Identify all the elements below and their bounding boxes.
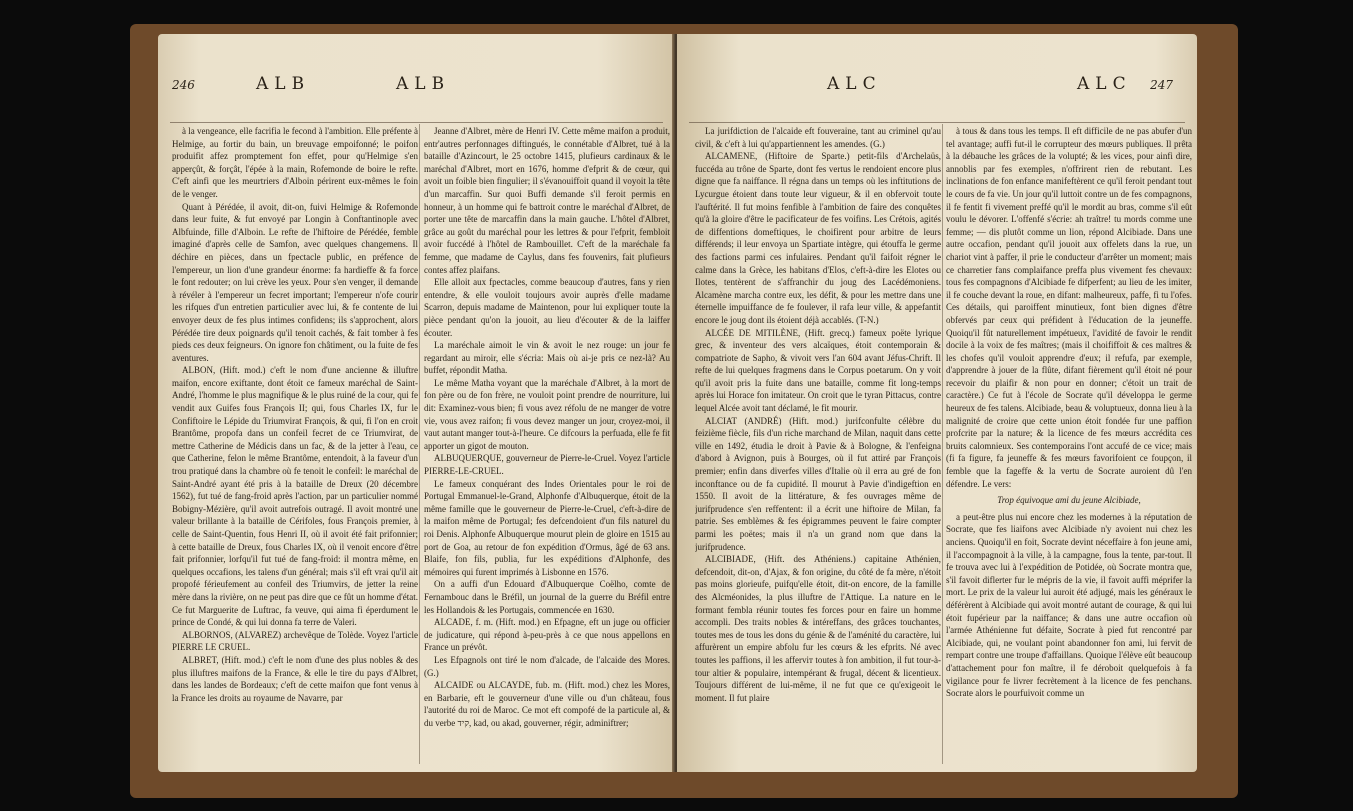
paragraph: ALCAIDE ou ALCAYDE, fub. m. (Hift. mod.) chez les Mores, en Barbarie, eft le gouverneur d'une ville ou d'un château, fous l'autorité du roi de Maroc. Ce mot eft compofé de la particule al, & du verbe קיד, kad, ou akad, gouverner, régir, adminiftrer; <box>424 680 670 728</box>
paragraph: Le fameux conquérant des Indes Orientales pour le roi de Portugal Emmanuel-le-Grand, Alphonfe d'Albuquerque, étoit de la même famille que le gouverneur de Pierre-le-Cruel, c'eft-à-dire de la maifon même de Portugal; fes defcendoient d'un fils naturel du roi Denis. Alphonfe Albuquerque mourut plein de gloire en 1515 au port de Goa, au retour de fon expédition d'Ormus, âgé de 63 ans. Blaife, fon fils, publia, fur les expéditions d'Alphonfe, des mémoires qui furent imprimés à Lisbonne en 1576. <box>424 478 670 577</box>
paragraph: ALCAMENE, (Hiftoire de Sparte.) petit-fils d'Archelaüs, fuccéda au trône de Sparte, dont fes vertus le rendoient encore plus digne que fa naiffance. Il régna dans un temps où les inftitutions de Lycurgue étoient dans toute leur vigueur, & il en obfervoit toute l'auftérité. Il fut moins fenfible à l'ambition de faire des conquêtes qu'à la gloire d'être le pacificateur de fes voifins. Les Crétois, agités de diffentions domeftiques, le choifirent pour arbitre de leurs différends; il leur envoya un Spartiate intègre, qui étouffa le germe des factions parmi ces infulaires. Pendant qu'il faifoit régner le calme dans la Grèce, les habitans d'Elos, c'eft-à-dire les Elotes ou Ilotes, tentèrent de s'affranchir du joug des Lacédémoniens. Alcamène marcha contre eux, les défit, & pour les mettre dans une éternelle impuiffance de fe foulever, il rafa leur ville, & appefantit encore le joug dont ils étoient déjà accablés. (T-N.) <box>695 151 941 325</box>
right-page <box>677 34 1197 772</box>
column-rule <box>942 124 943 764</box>
paragraph: Quant à Pérédée, il avoit, dit-on, fuivi Helmige & Rofemonde dans leur fuite, & fut envoyé par Longin à Conftantinople avec Albfuinde, fille d'Alboin. Le refte de l'hiftoire de Pérédée, femble imaginé d'après celle de Samfon, avec quelques changemens. Il déchire en pièces, dans un fpectacle public, en préfence de l'empereur, un lion d'une grandeur énorme: fa hardieffe & fa force le font redouter; on lui crève les yeux. Pour s'en venger, il demande à révéler à l'empereur un fecret important; l'empereur n'ofe courir les rifques d'un entretien particulier avec lui, & fe contente de lui envoyer deux de fes plus intimes confidens; ils s'approchent, alors Pérédée tire deux poignards qu'il tenoit cachés, & fait tomber à fes pieds ces deux feigneurs. On ignore fon châtiment, ou la fuite de fes aventures. <box>172 201 418 363</box>
paragraph: Les Efpagnols ont tiré le nom d'alcade, de l'alcaide des Mores. (G.) <box>424 654 670 678</box>
right-page-header <box>677 72 1197 98</box>
verse-quote: Trop équivoque ami du jeune Alcibiade, <box>997 495 1141 506</box>
running-head: ALC <box>827 74 882 94</box>
paragraph: ALCADE, f. m. (Hift. mod.) en Efpagne, eft un juge ou officier de judicature, qui répond à-peu-près à ce que nous appellons en France un prévôt. <box>424 617 670 653</box>
paragraph: a peut-être plus nui encore chez les modernes à la réputation de Socrate, que fes liaifons avec Alcibiade n'y avoient nui chez les anciens. Quoiqu'il en foit, Socrate devint néceffaire à fon jeune ami, il l'accompagnoit à la ville, à la campagne, fous la tente, par-tout. Il fe trouva avec lui à l'expédition de Potidée, où Socrate montra que, s'il favoit diflerter fur le mépris de la vie, il favoit auffi méprifer la mort. Le prix de la valeur lui auroit été adjugé, mais les généraux le déférèrent à Alcibiade qui avoit montré autant de courage, & qui lui étoit fupérieur par la naiffance; & dans une autre occafion où l'armée Athénienne fut défaite, Socrate à pied fut rencontré par Alcibiade, qui, ne voulant point abandonner fon ami, lui fervit de rempart contre une troupe d'affaillans. Quoique l'élève eût beaucoup d'attachement pour fon maître, il fe déroboit quelquefois à fa vigilance pour fe livrer fecrètement à la licence de fes penchans. Socrate alors le pourfuivoit comme un <box>946 511 1192 699</box>
header-rule <box>689 122 1185 123</box>
paragraph: à tous & dans tous les temps. Il eft difficile de ne pas abufer d'un tel avantage; auffi fut-il le corrupteur des mœurs publiques. Il prêta à la débauche les grâces de la volupté; & les vices, pour ainfi dire, annoblis par fes exemples, n'offrirent rien de rebutant. Les inclinations de fon enfance manifeftèrent ce qu'il feroit pendant tout le cours de fa vie. Un jour qu'il luttoit contre un de fes compagnons, il fe fentit fi vivement preffé qu'il le mordit au bras, comme s'il eût voulu le dévorer. L'offenfé s'écrie: ah traître! tu mords comme une femme; — dis plutôt comme un lion, répond Alcibiade. Dans une autre occafion, pendant qu'il jouoit aux offelets dans la rue, un chariot vint à paffer, il prie le conducteur d'arrêter un moment; mais ce charretier fans complaifance preffa plus vivement fes chevaux: tous fes compagnons d'Alcibiade fe difperfent; au lieu de les imiter, il fe couche devant la roue, en difant: malheureux, paffe, fi tu l'ofes. Ces détails, qui paroiffent minutieux, font bien dignes d'être obfervés par ceux qui préfident à l'éducation de la jeuneffe. Quoiqu'il fût naturellement impétueux, l'avidité de favoir le rendit docile à la voix de fes maîtres; (mais il choififfoit & ces maîtres & les chofes qu'il vouloit apprendre d'eux; il refufa, par exemple, d'apprendre à jouer de la flûte, difant fièrement qu'il étoit né pour recevoir du plaifir & non pour en donner; c'étoit un trait de caractère.) Ce fut à l'école de Socrate qu'il développa le germe heureux de fes talens. Alcibiade, beau & voluptueux, donna lieu à la malignité de croire que cette union étoit fondée fur une paffion profcrite par la nature; & la licence de fes mœurs accrédita ces bruits calomnieux. Ses contemporains l'ont accufé de ce vice; mais (fi fa figure, fa jeuneffe & fes mœurs favorifoient ce foupçon, il femble que la fageffe & la vertu de Socrate auroient dû l'en défendre. Le vers: <box>946 126 1192 489</box>
paragraph: Jeanne d'Albret, mère de Henri IV. Cette même maifon a produit, entr'autres perfonnages diftingués, le connétable d'Albret, tué à la bataille d'Azincourt, le 25 octobre 1415, plufieurs cardinaux & le maréchal d'Albret, mort en 1676, homme d'efprit & de cœur, qui avoit un foible bien fingulier; il s'évanouiffoit quand il voyoit la tête d'un marcaffin. Sur quoi Buffi demande s'il feroit permis en honneur, à un homme qui fe battroit contre le maréchal d'Albret, de porter une tête de marcaffin dans la main gauche. L'hôtel d'Albret, grâce au goût du maréchal pour les lettres & pour l'efprit, fembloit avoir fuccédé à l'hôtel de Rambouillet. C'eft de la maréchale fa femme, que madame de Caylus, dans fes fouvenirs, fait plufieurs contes affez plaifans. <box>424 126 670 275</box>
text-column-left <box>695 125 941 765</box>
paragraph: La jurifdiction de l'alcaide eft fouveraine, tant au criminel qu'au civil, & c'eft à lui qu'appartiennent les amendes. (G.) <box>695 126 941 149</box>
text-column-right <box>946 125 1192 765</box>
page-number: 247 <box>1150 78 1173 92</box>
column-rule <box>419 124 420 764</box>
paragraph: Elle alloit aux fpectacles, comme beaucoup d'autres, fans y rien entendre, & elle vouloit toujours avoir auprès d'elle madame Scarron, depuis madame de Maintenon, pour lui expliquer toute la pièce pendant qu'on la jouoit, au lieu d'écouter & de la laiffer écouter. <box>424 277 670 338</box>
paragraph: ALBON, (Hift. mod.) c'eft le nom d'une ancienne & illuftre maifon, encore exiftante, dont étoit ce fameux maréchal de Saint-André, l'homme le plus magnifique & le plus ruiné de la cour, qui fe vendit aux Guifes fous François II; qui, fous Charles IX, fur le Confiftoire le Lépide du Triumvirat François, & qui, fi l'on en croit Brantôme, propofa dans un confeil fecret de ce Triumvirat, de mettre Catherine de Médicis dans un fac, & de la jetter à l'eau, ce que Catherine, felon le même Brantôme, entendoit, à la faveur d'un trou pratiqué dans la chambre où fe tenoit le confeil: le maréchal de Saint-André ayant été pris à la bataille de Dreux (20 décembre 1562), fut tué de fang-froid après l'action, par un particulier nommé Bobigny-Mézière, qu'il avoit autrefois outragé. Il avoit montré une valeur brillante à la bataille de Cérifoles, fous François premier, à celle de Saint-Quentin, fous Henri II, où il avoit été fait prifonnier; à cette bataille de Dreux, fous Charles IX, où il venoit encore d'être fait prifonnier, lorfqu'il fut tué de fang-froid: il montra même, en quelques occafions, les talens d'un général; mais s'il eft vrai qu'il ait propofé férieufement au confeil des Triumvirs, de jetter la reine mère dans la rivière, on ne peut pas dire que ce fût un homme d'état. Ce fut Marguerite de Luftrac, fa veuve, qui aima fi éperdument le prince de Condé, & qui lui donna fa terre de Valeri. <box>172 365 418 628</box>
running-head: ALB <box>256 74 311 94</box>
paragraph: ALCÉE DE MITILÈNE, (Hift. grecq.) fameux poëte lyrique grec, & inventeur des vers alcaïques, étoit contemporain & compatriote de Sapho, & vivoit vers l'an 604 avant Jéfus-Chrift. Il refte de lui quelques fragmens dans le Corpus poetarum. On y voit qu'il avoit pris la fuite dans une bataille, comme fit long-temps après lui Horace fon imitateur. On croit que le tyran Pittacus, contre lequel Alcée avoit tant déclamé, le fit mourir. <box>695 327 941 414</box>
paragraph: ALBRET, (Hift. mod.) c'eft le nom d'une des plus nobles & des plus illuftres maifons de la France, & elle le tire du pays d'Albret, dans les landes de Bordeaux; c'eft de cette maifon que font venus à la France les droits au royaume de Navarre, par <box>172 654 418 703</box>
paragraph: ALBORNOS, (ALVAREZ) archevêque de Tolède. Voyez l'article PIERRE LE CRUEL. <box>172 629 418 653</box>
running-head: ALB <box>396 74 451 94</box>
text-column-left <box>172 125 418 765</box>
paragraph: ALCIBIADE, (Hift. des Athéniens.) capitaine Athénien, defcendoit, dit-on, d'Ajax, & fon origine, du côté de fa mère, n'étoit pas moins glorieufe, puifqu'elle étoit, dit-on encore, de la famille des Alcméonides, la plus illuftre de l'Attique. La nature en le formant fembla réunir toutes fes forces pour en faire un homme accompli. Des traits nobles & intéreffans, des grâces touchantes, toutes mes de tous les dons du génie & de l'aménité du caractère, lui affurèrent un empire abfolu fur les cœurs & les efprits. Né avec toutes les paffions, il les afferviт toutes à fon ambition, il fut tour-à-tour altier & populaire, intempérant & frugal, décent & licentieux. Toujours différent de lui-même, il ne fut que ce qu'exigeoit le moment. Il fut plaire <box>695 554 941 703</box>
header-rule <box>170 122 663 123</box>
paragraph: ALCIAT (ANDRÉ) (Hift. mod.) jurifconfulte célèbre du feizième fiècle, fils d'un riche marchand de Milan, naquit dans cette ville en 1492, étudia le droit à Pavie & à Bologne, & l'enfeigna d'abord à Avignon, puis à Bourges, où il fut attiré par François premier; enfin dans diverfes villes d'Italie où il erra au gré de fon inconftance ou de fa cupidité. Il mourut à Pavie d'indigeftion en 1550. Il avoit de la littérature, & fes ouvrages même de jurifprudence s'en reffentent: il a écrit une hiftoire de Milan, fa patrie. Ses emblèmes & fes épigrammes peuvent le faire compter parmi les poëtes; mais il n'a un grand nom que dans la jurifprudence. <box>695 415 941 552</box>
paragraph: La maréchale aimoit le vin & avoit le nez rouge: un jour fe regardant au miroir, elle s'écria: Mais où ai-je pris ce nez-là? Au buffet, répondit Matha. <box>424 340 670 376</box>
paragraph: On a auffi d'un Edouard d'Albuquerque Coëlho, comte de Fernambouc dans le Bréfil, un journal de la guerre du Bréfil entre les Hollandois & les Portugais, commencée en 1630. <box>424 579 670 615</box>
paragraph: ALBUQUERQUE, gouverneur de Pierre-le-Cruel. Voyez l'article PIERRE-LE-CRUEL. <box>424 453 670 477</box>
left-page-header <box>158 72 675 98</box>
paragraph: Le même Matha voyant que la maréchale d'Albret, à la mort de fon père ou de fon frère, ne vouloit point prendre de nourriture, lui dit: Examinez-vous bien; fi vous avez réfolu de ne manger de votre vie, vous avez raifon; fi vous devez manger un jour, croyez-moi, il vaut autant manger tout-à-l'heure. Ce difcours la perfuada, elle fe fit apporter un gigot de mouton. <box>424 377 670 451</box>
page-number: 246 <box>172 78 195 92</box>
running-head: ALC <box>1077 74 1132 94</box>
text-column-right <box>424 125 670 765</box>
left-page <box>158 34 675 772</box>
paragraph: à la vengeance, elle facrifia le fecond à l'ambition. Elle préfente à Helmige, au fortir du bain, un breuvage empoifonné; le poifon produifit affez promptement fon effet, pour qu'Helmige s'en apperçût, & forçât, l'épée à la main, Rofemonde de boire le refte. C'eft ainfi que les meurtriers d'Alboin périrent eux-mêmes le foin de le venger. <box>172 126 418 199</box>
